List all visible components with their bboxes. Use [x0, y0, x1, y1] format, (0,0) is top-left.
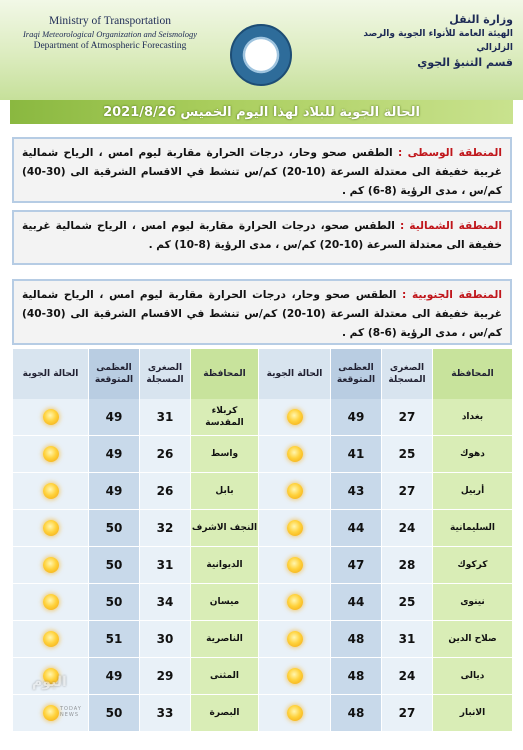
table-row — [13, 621, 513, 657]
min-temp: 34 — [140, 584, 191, 620]
weather-cell — [13, 510, 89, 546]
table-header-row — [13, 349, 513, 399]
organization-title: Iraqi Meteorological Organization and Seismology — [22, 29, 198, 39]
sunny-icon — [43, 594, 59, 610]
min-temp: 33 — [140, 695, 191, 731]
weather-cell — [259, 436, 331, 472]
weather-cell — [13, 436, 89, 472]
min-temp: 29 — [140, 658, 191, 694]
min-temp: 27 — [382, 695, 433, 731]
max-temp: 50 — [89, 547, 140, 583]
max-temp: 50 — [89, 584, 140, 620]
organization-logo-icon — [230, 24, 292, 86]
table-row — [13, 436, 513, 472]
min-temp: 31 — [140, 399, 191, 435]
watermark-logo — [2, 660, 88, 726]
sunny-icon — [287, 594, 303, 610]
governorate-name: كركوك — [433, 547, 513, 583]
table-row — [13, 584, 513, 620]
organization-title-arabic: الهيئة العامة للأنواء الجوية والرصد الزلزالي — [363, 29, 513, 53]
governorate-name: البصرة — [191, 695, 259, 731]
max-temp: 49 — [89, 399, 140, 435]
ministry-title-arabic: وزارة النقل — [449, 13, 513, 26]
max-temp: 47 — [331, 547, 382, 583]
weather-cell — [13, 473, 89, 509]
min-temp: 24 — [382, 510, 433, 546]
governorate-name: المثنى — [191, 658, 259, 694]
max-temp: 49 — [89, 473, 140, 509]
weather-cell — [13, 399, 89, 435]
min-temp: 28 — [382, 547, 433, 583]
weather-cell — [259, 695, 331, 731]
page-header — [0, 0, 523, 100]
weather-cell — [13, 547, 89, 583]
sunny-icon — [287, 557, 303, 573]
governorate-name: واسط — [191, 436, 259, 472]
weather-cell — [259, 547, 331, 583]
sunny-icon — [287, 483, 303, 499]
table-row — [13, 510, 513, 546]
max-temp: 49 — [89, 658, 140, 694]
min-temp: 31 — [382, 621, 433, 657]
sunny-icon — [43, 557, 59, 573]
sunny-icon — [287, 705, 303, 721]
table-row — [13, 695, 513, 731]
sunny-icon — [287, 668, 303, 684]
weather-cell — [259, 584, 331, 620]
header-min: الصغرى المسجلة — [140, 349, 191, 399]
governorate-name: ديالى — [433, 658, 513, 694]
table-row — [13, 473, 513, 509]
weather-cell — [259, 510, 331, 546]
region-forecast-central — [12, 137, 512, 203]
max-temp: 48 — [331, 621, 382, 657]
sunny-icon — [287, 520, 303, 536]
governorate-name: أربيل — [433, 473, 513, 509]
sunny-icon — [43, 483, 59, 499]
department-title: Department of Atmospheric Forecasting — [33, 41, 187, 51]
header-weather: الحالة الجوية — [259, 349, 331, 399]
governorate-name: النجف الاشرف — [191, 510, 259, 546]
governorate-name: ميسان — [191, 584, 259, 620]
weather-cell — [13, 621, 89, 657]
table-row — [13, 399, 513, 435]
max-temp: 43 — [331, 473, 382, 509]
weather-cell — [259, 473, 331, 509]
department-title-arabic: قسم التنبؤ الجوي — [417, 56, 513, 69]
sunny-icon — [287, 409, 303, 425]
region-text: الطقس صحو، درجات الحرارة مقاربة ليوم امس ، الرياح شمالية غربية خفيفة الى معتدلة السرعة (10-20) كم/س ، مدى الرؤية (8-10) كم . — [22, 220, 502, 251]
header-governorate: المحافظة — [433, 349, 513, 399]
ministry-name-arabic — [338, 12, 513, 70]
header-max: العظمى المتوقعة — [89, 349, 140, 399]
governorate-name: السليمانية — [433, 510, 513, 546]
region-name: المنطقة الجنوبية : — [402, 289, 502, 301]
max-temp: 48 — [331, 695, 382, 731]
sunny-icon — [43, 409, 59, 425]
region-text: الطقس صحو وحار، درجات الحرارة مقاربة ليوم امس ، الرياح شمالية غربية خفيفة الى معتدلة السرعة (10-20) كم/س تنشط في الاقسام الشرقية الى (30-40) كم/س ، مدى الرؤية (8-6) كم . — [22, 147, 502, 197]
watermark-text: اليوم — [32, 674, 67, 690]
sunny-icon — [43, 631, 59, 647]
min-temp: 32 — [140, 510, 191, 546]
min-temp: 27 — [382, 473, 433, 509]
min-temp: 27 — [382, 399, 433, 435]
min-temp: 26 — [140, 473, 191, 509]
max-temp: 50 — [89, 695, 140, 731]
region-forecast-north — [12, 210, 512, 265]
governorate-name: بغداد — [433, 399, 513, 435]
region-text: الطقس صحو وحار، درجات الحرارة مقاربة ليوم امس ، الرياح شمالية غربية خفيفة الى معتدلة السرعة (10-20) كم/س تنشط في الاقسام الشرقية الى (30-40) كم/س ، مدى الرؤية (6-8) كم . — [22, 289, 502, 339]
min-temp: 30 — [140, 621, 191, 657]
weather-cell — [259, 399, 331, 435]
sunny-icon — [287, 631, 303, 647]
max-temp: 49 — [331, 399, 382, 435]
watermark-subtext: TODAY NEWS — [60, 706, 82, 718]
table-row — [13, 658, 513, 694]
header-weather: الحالة الجوية — [13, 349, 89, 399]
region-name: المنطقة الشمالية : — [399, 220, 502, 232]
max-temp: 51 — [89, 621, 140, 657]
header-max: العظمى المتوقعة — [331, 349, 382, 399]
min-temp: 25 — [382, 584, 433, 620]
governorate-name: الديوانية — [191, 547, 259, 583]
region-forecast-south — [12, 279, 512, 345]
min-temp: 31 — [140, 547, 191, 583]
ministry-name-english — [10, 14, 210, 53]
sunny-icon — [287, 446, 303, 462]
weather-cell — [259, 621, 331, 657]
sunny-icon — [43, 446, 59, 462]
page-title: الحالة الجوية للبلاد لهذا اليوم الخميس 2021/8/26 — [10, 100, 513, 124]
header-min: الصغرى المسجلة — [382, 349, 433, 399]
max-temp: 49 — [89, 436, 140, 472]
header-governorate: المحافظة — [191, 349, 259, 399]
sunny-icon — [43, 520, 59, 536]
ministry-title: Ministry of Transportation — [48, 15, 172, 27]
min-temp: 24 — [382, 658, 433, 694]
weather-cell — [259, 658, 331, 694]
max-temp: 44 — [331, 510, 382, 546]
min-temp: 25 — [382, 436, 433, 472]
max-temp: 44 — [331, 584, 382, 620]
governorate-name: نينوى — [433, 584, 513, 620]
governorate-name: الانبار — [433, 695, 513, 731]
governorate-name: كربلاء المقدسة — [191, 399, 259, 435]
max-temp: 41 — [331, 436, 382, 472]
max-temp: 50 — [89, 510, 140, 546]
min-temp: 26 — [140, 436, 191, 472]
governorate-name: صلاح الدين — [433, 621, 513, 657]
governorate-name: بابل — [191, 473, 259, 509]
governorate-name: الناصرية — [191, 621, 259, 657]
region-name: المنطقة الوسطى : — [398, 147, 502, 159]
table-row — [13, 547, 513, 583]
max-temp: 48 — [331, 658, 382, 694]
weather-cell — [13, 584, 89, 620]
governorate-name: دهوك — [433, 436, 513, 472]
